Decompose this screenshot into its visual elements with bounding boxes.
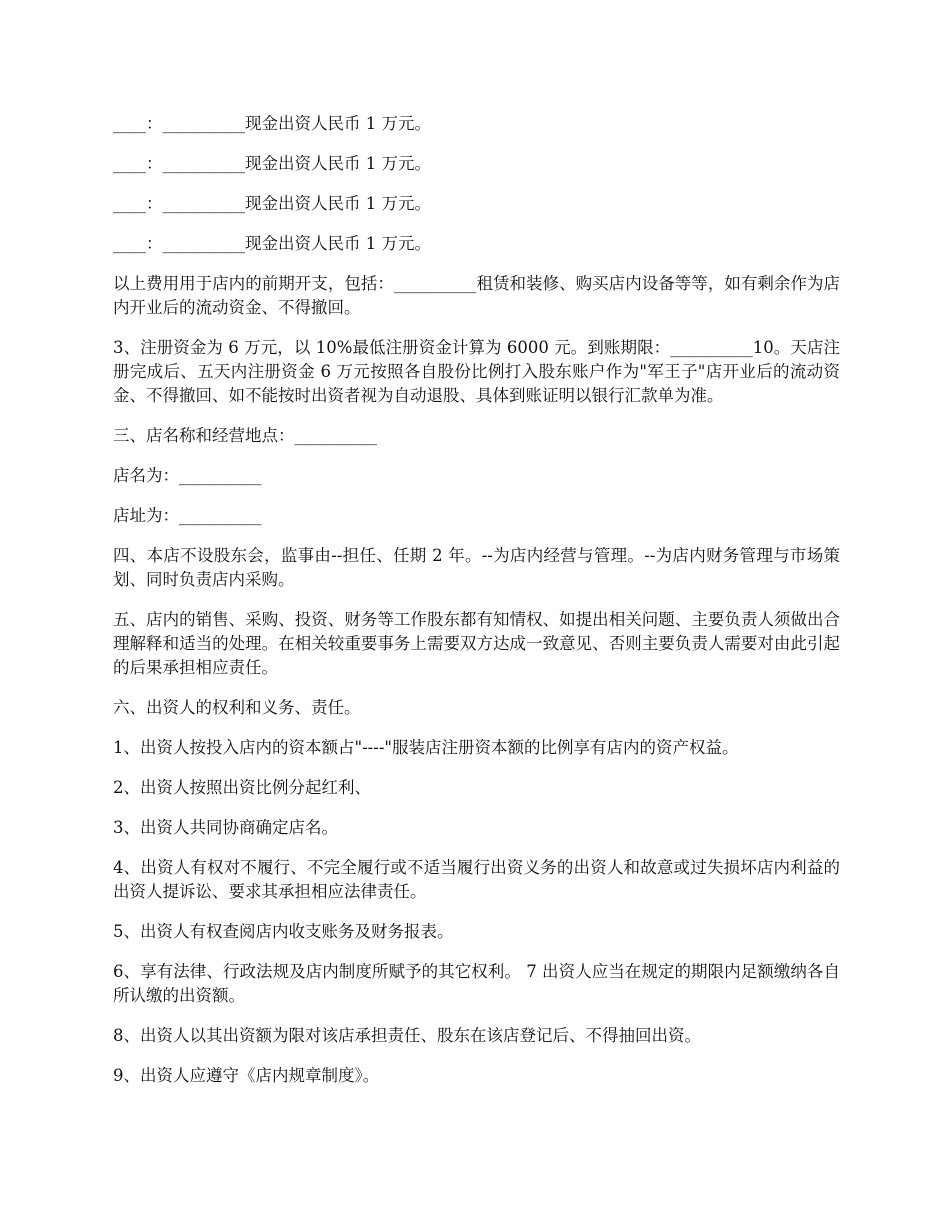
rights-item-8: 8、出资人以其出资额为限对该店承担责任、股东在该店登记后、不得抽回出资。	[113, 1026, 701, 1045]
store-name-line: 店名为：__________	[113, 466, 262, 485]
rights-item-6-7: 6、享有法律、行政法规及店内制度所赋予的其它权利。 7 出资人应当在规定的期限内足额缴纳各自所认缴的出资额。	[113, 962, 840, 1005]
rights-item-3: 3、出资人共同协商确定店名。	[113, 818, 338, 837]
contribution-line-1: ____：__________现金出资人民币 1 万元。	[113, 114, 431, 133]
section-heading-rights-duties: 六、出资人的权利和义务、责任。	[113, 698, 361, 717]
section-heading-store-name-location: 三、店名称和经营地点：__________	[113, 426, 377, 445]
contribution-line-3: ____：__________现金出资人民币 1 万元。	[113, 194, 431, 213]
document-body	[113, 112, 840, 1104]
rights-item-5: 5、出资人有权查阅店内收支账务及财务报表。	[113, 922, 454, 941]
section-five-paragraph: 五、店内的销售、采购、投资、财务等工作股东都有知情权、如提出相关问题、主要负责人须做出合理解释和适当的处理。在相关较重要事务上需要双方达成一致意见、否则主要负责人需要对由此引起的后果承担相应责任。	[113, 610, 840, 677]
expense-usage-paragraph: 以上费用用于店内的前期开支，包括：__________租赁和装修、购买店内设备等等，如有剩余作为店内开业后的流动资金、不得撤回。	[113, 274, 840, 317]
store-address-line: 店址为：__________	[113, 506, 262, 525]
rights-item-2: 2、出资人按照出资比例分起红利、	[113, 778, 371, 797]
contribution-line-2: ____：__________现金出资人民币 1 万元。	[113, 154, 431, 173]
registered-capital-paragraph: 3、注册资金为 6 万元，以 10%最低注册资金计算为 6000 元。到账期限：__________10。天店注册完成后、五天内注册资金 6 万元按照各自股份比例打入股东账户作为"军王子"店开业后的流动资金、不得撤回、如不能按时出资者视为自动退股、具体到账证明以银行汇款单为准。	[113, 338, 840, 405]
contribution-line-4: ____：__________现金出资人民币 1 万元。	[113, 234, 431, 253]
section-four-paragraph: 四、本店不设股东会，监事由--担任、任期 2 年。--为店内经营与管理。--为店内财务管理与市场策划、同时负责店内采购。	[113, 546, 840, 589]
rights-item-9: 9、出资人应遵守《店内规章制度》。	[113, 1066, 380, 1085]
rights-item-4: 4、出资人有权对不履行、不完全履行或不适当履行出资义务的出资人和故意或过失损坏店内利益的出资人提诉讼、要求其承担相应法律责任。	[113, 858, 840, 901]
rights-item-1: 1、出资人按投入店内的资本额占"----"服装店注册资本额的比例享有店内的资产权益。	[113, 738, 739, 757]
